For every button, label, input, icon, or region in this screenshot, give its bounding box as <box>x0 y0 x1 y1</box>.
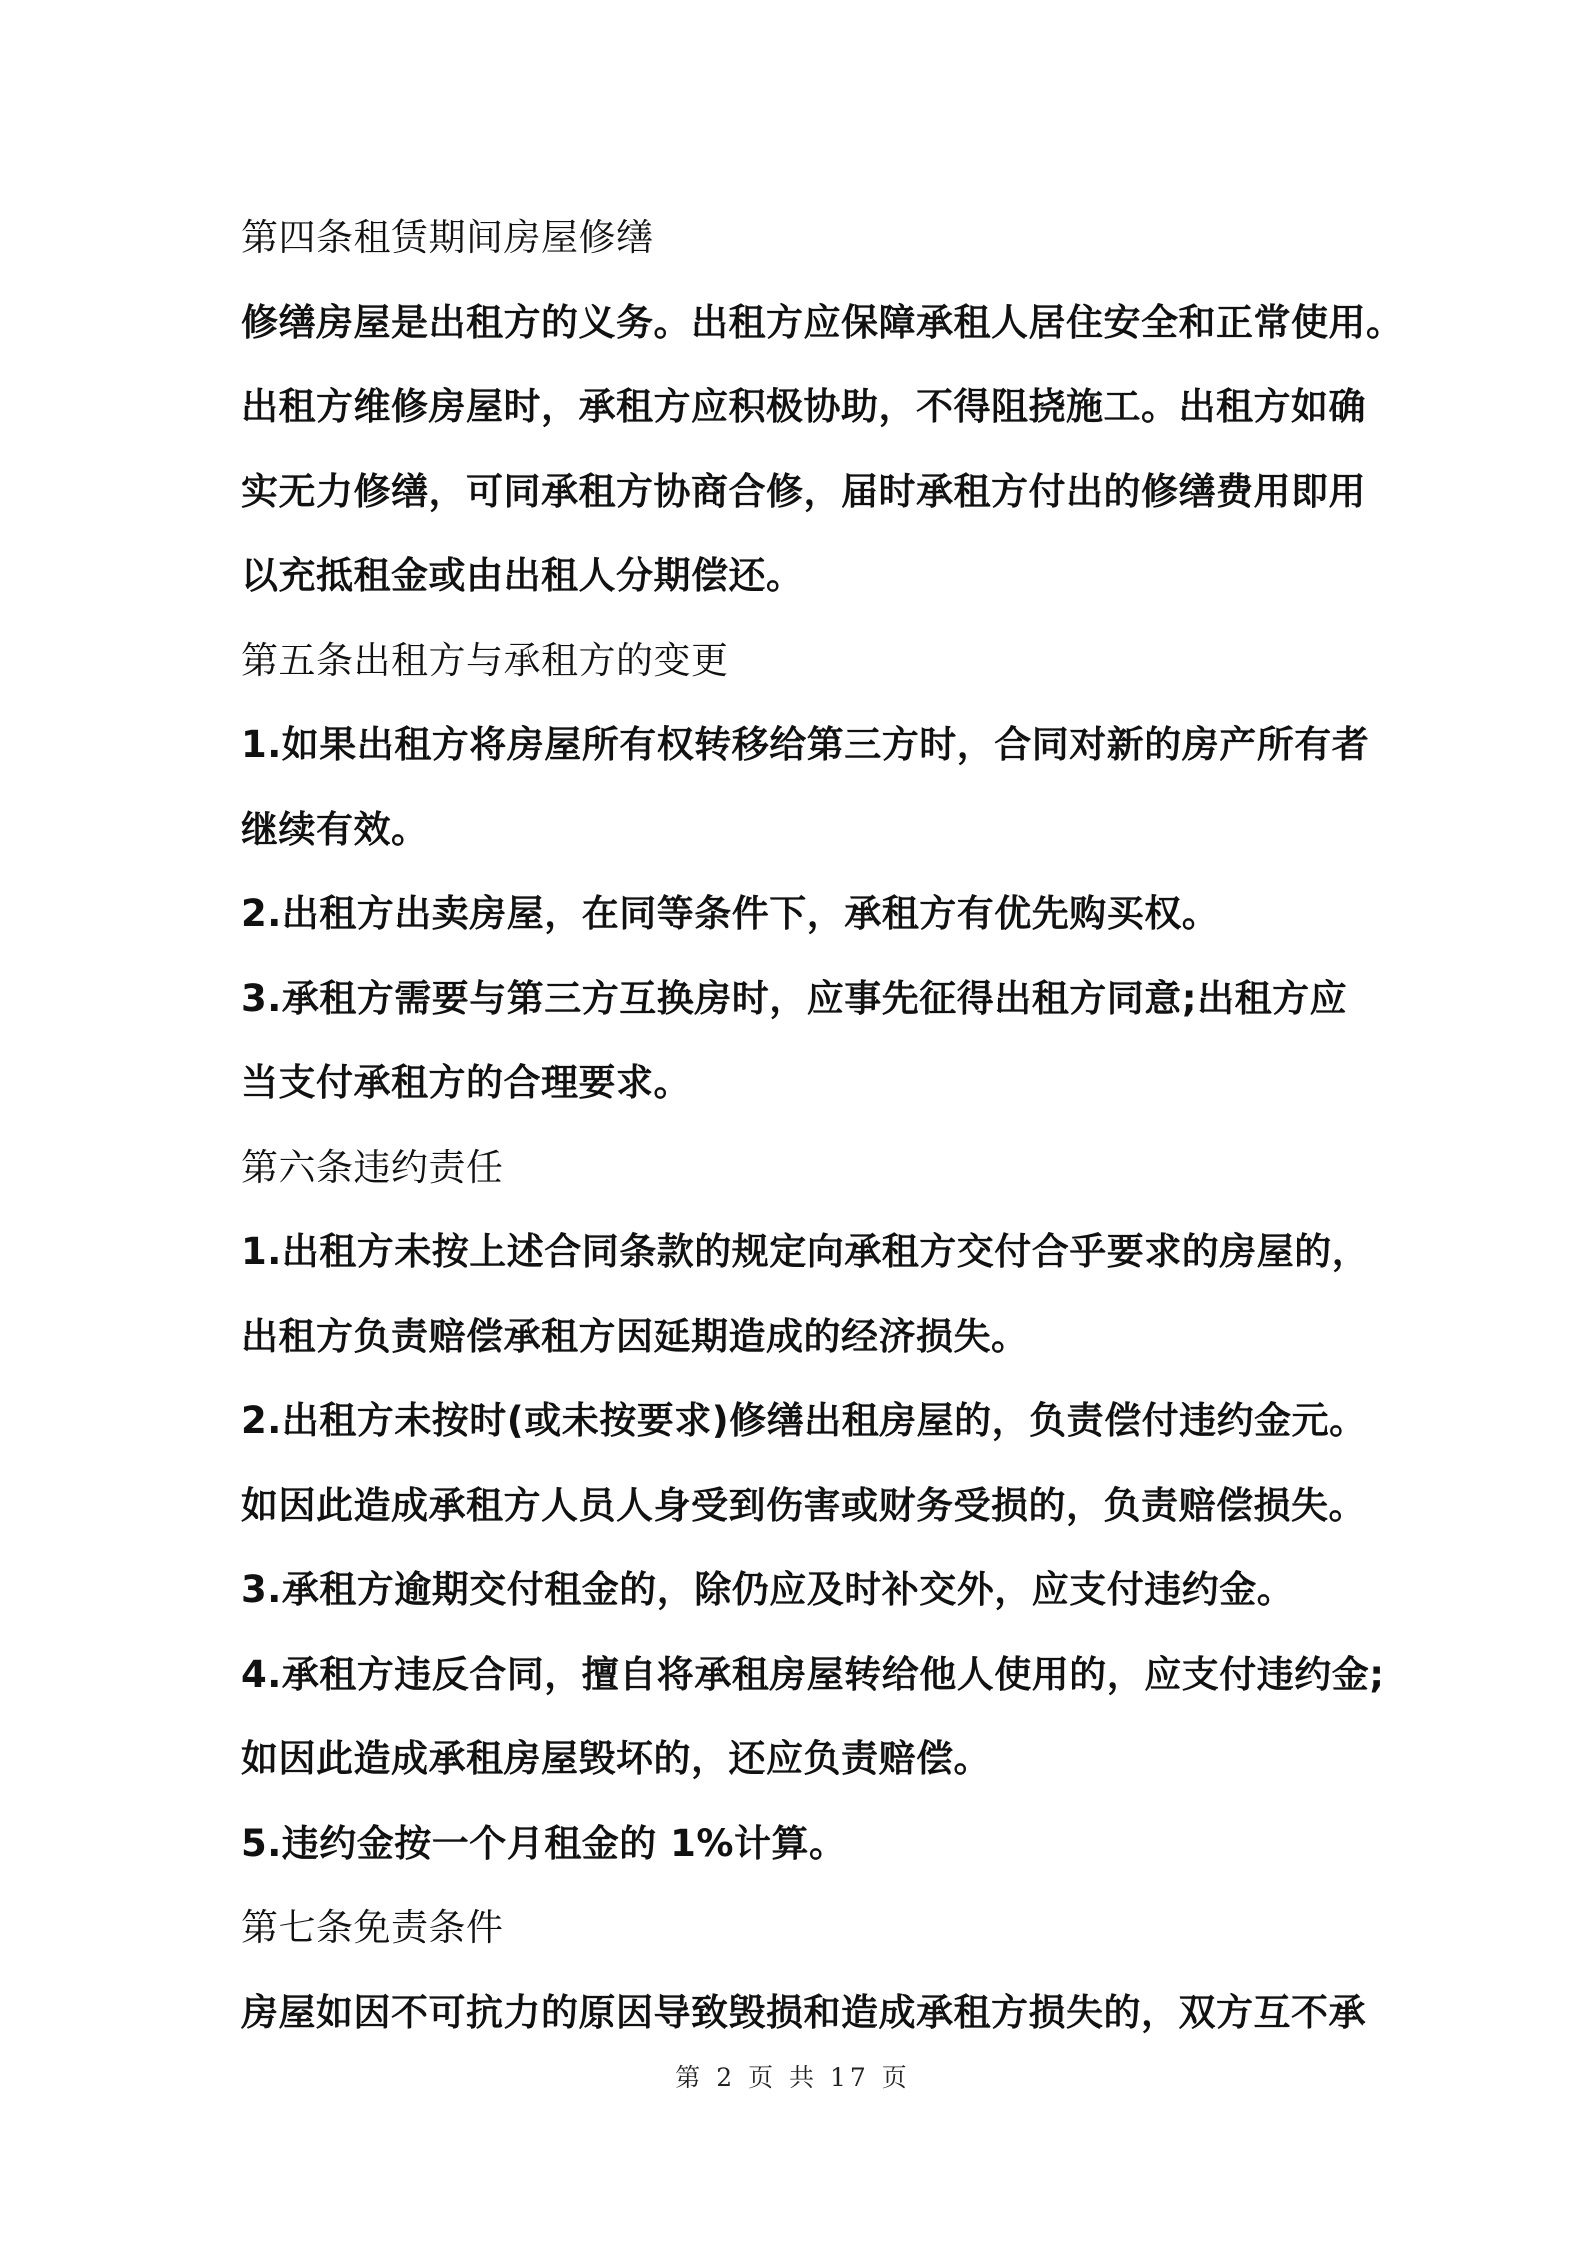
paragraph-line: 以充抵租金或由出租人分期偿还。 <box>241 554 804 597</box>
paragraph-line: 实无力修缮，可同承租方协商合修，届时承租方付出的修缮费用即用 <box>241 469 1366 513</box>
paragraph-line: 2.出租方未按时(或未按要求)修缮出租房屋的，负责偿付违约金元。 <box>241 1399 1367 1442</box>
section-heading-6: 第六条违约责任 <box>241 1145 504 1189</box>
paragraph-line: 当支付承租方的合理要求。 <box>241 1061 691 1104</box>
paragraph-line: 1.如果出租方将房屋所有权转移给第三方时，合同对新的房产所有者 <box>241 723 1370 766</box>
document-body <box>241 196 1404 2055</box>
paragraph-line: 房屋如因不可抗力的原因导致毁损和造成承租方损失的，双方互不承 <box>241 1990 1366 2034</box>
paragraph-line: 如因此造成承租方人员人身受到伤害或财务受损的，负责赔偿损失。 <box>241 1483 1366 1527</box>
section-heading-5: 第五条出租方与承租方的变更 <box>241 638 729 682</box>
page-number-footer: 第 2 页 共 17 页 <box>675 2063 911 2092</box>
paragraph-line: 出租方维修房屋时，承租方应积极协助，不得阻挠施工。出租方如确 <box>241 385 1366 428</box>
paragraph-line: 3.承租方需要与第三方互换房时，应事先征得出租方同意;出租方应 <box>241 976 1348 1020</box>
paragraph-line: 4.承租方违反合同，擅自将承租房屋转给他人使用的，应支付违约金; <box>241 1652 1385 1696</box>
paragraph-line: 5.违约金按一个月租金的 1%计算。 <box>241 1821 847 1865</box>
paragraph-line: 2.出租方出卖房屋，在同等条件下，承租方有优先购买权。 <box>241 892 1220 935</box>
section-heading-7: 第七条免责条件 <box>241 1906 504 1949</box>
paragraph-line: 出租方负责赔偿承租方因延期造成的经济损失。 <box>241 1314 1029 1358</box>
paragraph-line: 3.承租方逾期交付租金的，除仍应及时补交外，应支付违约金。 <box>241 1568 1295 1611</box>
paragraph-line: 修缮房屋是出租方的义务。出租方应保障承租人居住安全和正常使用。 <box>241 300 1404 344</box>
paragraph-line: 如因此造成承租房屋毁坏的，还应负责赔偿。 <box>241 1737 991 1780</box>
section-heading-4: 第四条租赁期间房屋修缮 <box>241 216 654 259</box>
paragraph-line: 1.出租方未按上述合同条款的规定向承租方交付合乎要求的房屋的， <box>241 1230 1370 1273</box>
paragraph-line: 继续有效。 <box>241 807 429 851</box>
